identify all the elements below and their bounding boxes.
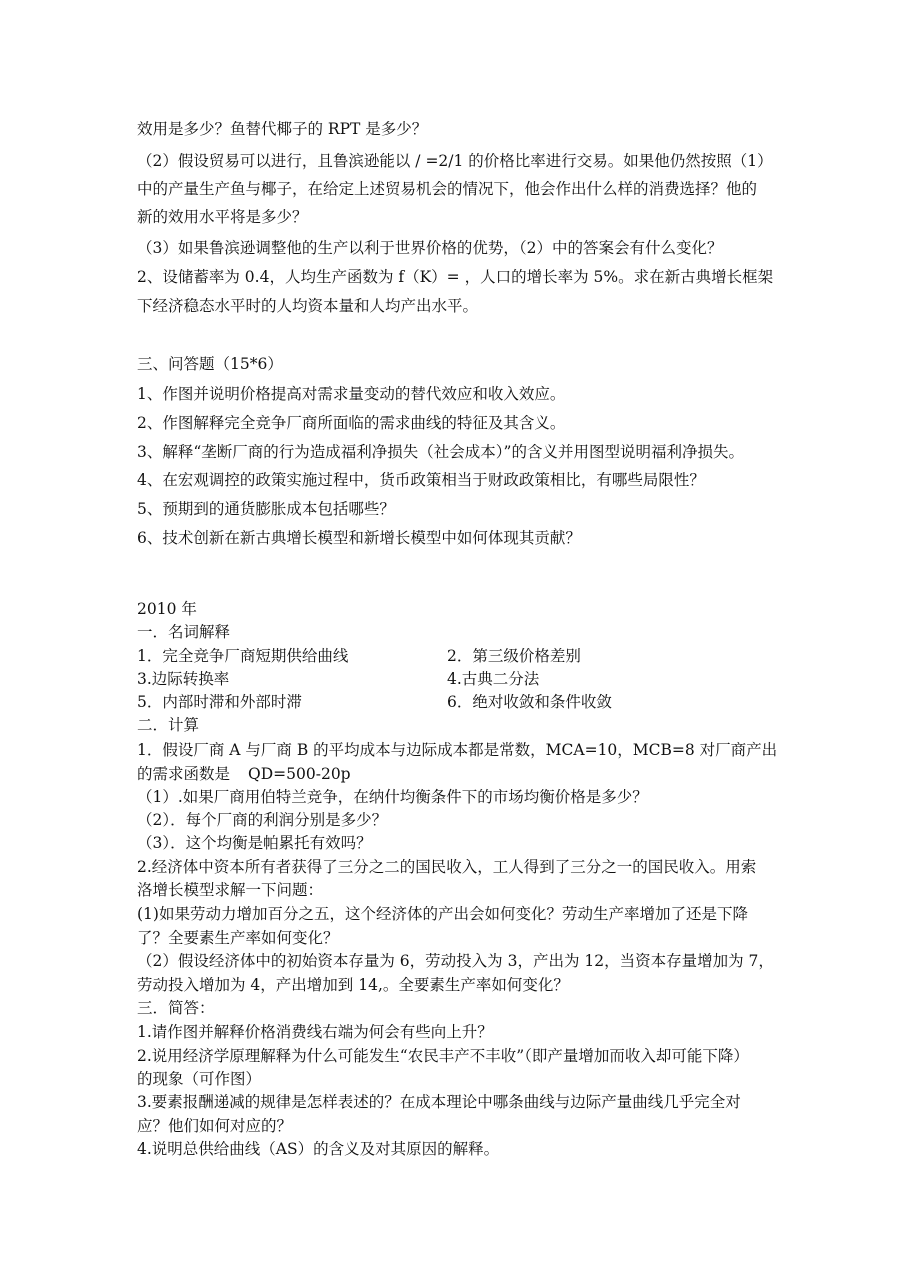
section-heading: 一．名词解释	[137, 623, 231, 641]
text-line: （2）．每个厂商的利润分别是多少？	[137, 811, 388, 829]
text-line: 劳动投入增加为 4，产出增加到 14,。全要素生产率如何变化？	[137, 976, 569, 994]
text-line: 下经济稳态水平时的人均资本量和人均产出水平。	[137, 297, 479, 315]
term-item: 6．绝对收敛和条件收敛	[447, 693, 612, 711]
term-item: 3.边际转换率	[137, 670, 230, 688]
section-heading: 二．计算	[137, 716, 200, 734]
term-item: 2．第三级价格差别	[447, 647, 581, 665]
demand-formula: QD=500-20p	[248, 765, 351, 783]
question-item: 2、作图解释完全竞争厂商所面临的需求曲线的特征及其含义。	[137, 414, 566, 432]
text-fragment: 的需求函数是	[137, 765, 231, 783]
text-line: 了？全要素生产率如何变化？	[137, 929, 339, 947]
text-line: 2.说用经济学原理解释为什么可能发生“农民丰产不丰收”（即产量增加而收入却可能下降）	[137, 1047, 749, 1065]
text-line: 效用是多少？鱼替代椰子的 RPT 是多少？	[137, 120, 428, 138]
text-line: 中的产量生产鱼与椰子，在给定上述贸易机会的情况下，他会作出什么样的消费选择？他的	[137, 180, 758, 198]
question-item: 4、在宏观调控的政策实施过程中，货币政策相当于财政政策相比，有哪些局限性？	[137, 471, 705, 489]
text-line: 新的效用水平将是多少？	[137, 208, 308, 226]
term-item: 5．内部时滞和外部时滞	[137, 693, 302, 711]
text-line: 的现象（可作图）	[137, 1070, 262, 1088]
text-line: （2）假设经济体中的初始资本存量为 6，劳动投入为 3，产出为 12，当资本存量增加为 7，	[137, 952, 774, 970]
section-heading: 三．简答：	[137, 999, 215, 1017]
text-line: 4.说明总供给曲线（AS）的含义及对其原因的解释。	[137, 1140, 500, 1158]
text-line: 洛增长模型求解一下问题：	[137, 881, 324, 899]
text-line: （3）如果鲁滨逊调整他的生产以利于世界价格的优势，（2）中的答案会有什么变化？	[137, 239, 723, 257]
text-line: 应？他们如何对应的？	[137, 1117, 293, 1135]
text-line	[137, 764, 351, 784]
question-item: 3、解释“垄断厂商的行为造成福利净损失（社会成本）”的含义并用图型说明福利净损失。	[137, 443, 744, 461]
text-line: 2.经济体中资本所有者获得了三分之二的国民收入，工人得到了三分之一的国民收入。用索	[137, 858, 757, 876]
text-line: 1．假设厂商 A 与厂商 B 的平均成本与边际成本都是常数，MCA=10，MCB=8 对厂商产出	[137, 741, 778, 759]
text-line: 3.要素报酬递减的规律是怎样表述的？在成本理论中哪条曲线与边际产量曲线几乎完全对	[137, 1093, 741, 1111]
text-line: （3）．这个均衡是帕累托有效吗？	[137, 834, 372, 852]
text-line: 2、设储蓄率为 0.4，人均生产函数为 f（K）= ，人口的增长率为 5%。求在新古典增长框架	[137, 268, 774, 286]
text-line: （1）.如果厂商用伯特兰竞争，在纳什均衡条件下的市场均衡价格是多少？	[137, 788, 648, 806]
section-heading: 三、问答题（15*6）	[137, 355, 283, 373]
question-item: 5、预期到的通货膨胀成本包括哪些？	[137, 500, 395, 518]
question-item: 1、作图并说明价格提高对需求量变动的替代效应和收入效应。	[137, 385, 566, 403]
text-line: （2）假设贸易可以进行，且鲁滨逊能以 / =2/1 的价格比率进行交易。如果他仍然按照（1）	[137, 152, 773, 170]
text-line: (1)如果劳动力增加百分之五，这个经济体的产出会如何变化？劳动生产率增加了还是下降	[137, 905, 748, 923]
term-item: 1．完全竞争厂商短期供给曲线	[137, 647, 349, 665]
question-item: 6、技术创新在新古典增长模型和新增长模型中如何体现其贡献？	[137, 529, 581, 547]
text-line: 1.请作图并解释价格消费线右端为何会有些向上升？	[137, 1023, 493, 1041]
year-heading: 2010 年	[137, 600, 197, 618]
term-item: 4.古典二分法	[447, 670, 540, 688]
